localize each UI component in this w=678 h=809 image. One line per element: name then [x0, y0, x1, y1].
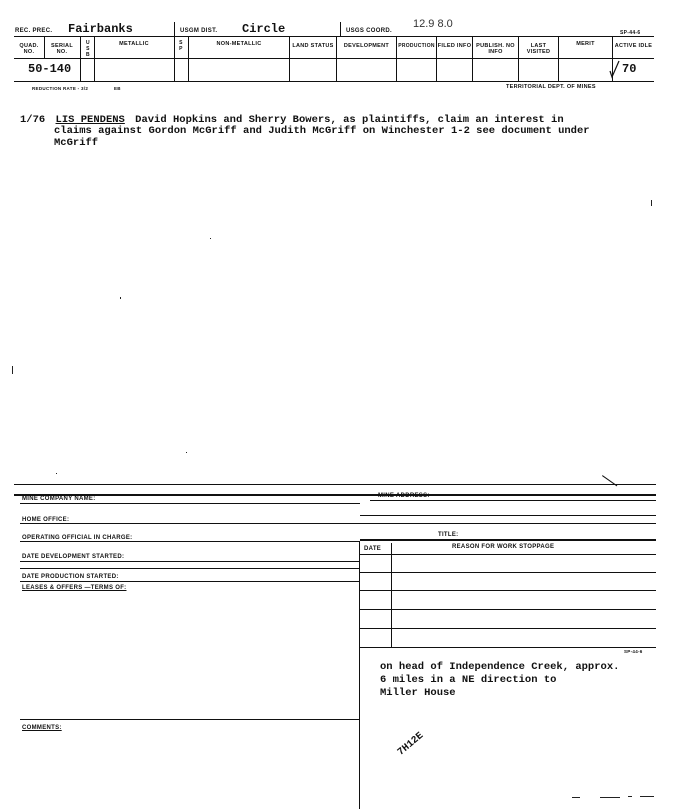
stoppage-date-header: DATE — [364, 546, 382, 552]
date-development-label: DATE DEVELOPMENT STARTED: — [22, 554, 125, 560]
title-label: TITLE: — [438, 532, 459, 538]
form-top-rule — [14, 484, 656, 485]
comments-label: COMMENTS: — [22, 725, 62, 731]
rec-prec-value: Fairbanks — [68, 22, 133, 36]
col-development: DEVELOPMENT — [343, 43, 390, 49]
form-number-2: SP-44-6 — [624, 649, 643, 654]
entry-title: LIS PENDENS — [55, 114, 125, 126]
scan-speck — [186, 452, 187, 453]
scan-speck — [640, 796, 654, 797]
location-line-2: 6 miles in a NE direction to — [380, 674, 557, 686]
top-divider-1 — [174, 22, 175, 36]
leases-offers-label: LEASES & OFFERS —TERMS OF: — [22, 585, 127, 591]
home-office-label: HOME OFFICE: — [22, 517, 70, 523]
address-second-line — [360, 515, 656, 516]
operating-official-field — [20, 541, 360, 542]
stoppage-reason-header: REASON FOR WORK STOPPAGE — [452, 544, 555, 550]
col-merit: MERIT — [576, 41, 595, 47]
col-land-status: LAND STATUS — [292, 43, 334, 49]
col-divider-serial — [80, 36, 81, 81]
mine-address-label: MINE ADDRESS: — [378, 493, 430, 499]
entry-text-3: McGriff — [54, 137, 99, 149]
scan-speck — [210, 238, 211, 239]
date-development-field-2 — [20, 568, 359, 569]
mine-address-field — [370, 500, 656, 501]
scan-speck — [628, 796, 632, 797]
col-divider-metallic — [174, 36, 175, 81]
usgs-coord-value: 12.9 8.0 — [413, 18, 453, 30]
header-bottom-rule — [14, 81, 654, 82]
col-sp: S P — [179, 40, 183, 52]
location-note — [380, 661, 619, 700]
col-filed-info: FILED INFO — [437, 43, 472, 49]
col-production: PRODUCTION — [398, 43, 435, 49]
usgm-dist-value: Circle — [242, 22, 286, 36]
quad-serial-value: 50-140 — [28, 62, 72, 76]
col-last-visited: LAST VISITED — [526, 43, 551, 55]
entry-date: 1/76 — [20, 114, 46, 126]
initials-note: EB — [114, 86, 121, 91]
col-active-idle: ACTIVE IDLE — [614, 43, 653, 49]
scan-speck — [600, 797, 620, 798]
scan-speck — [651, 200, 652, 206]
scan-speck — [56, 473, 57, 474]
stoppage-row-rule-4 — [359, 609, 656, 610]
usgs-coord-label: USGS COORD. — [346, 28, 392, 34]
col-metallic: METALLIC — [119, 41, 149, 47]
entry-text-2: claims against Gordon McGriff and Judith McGriff on Winchester 1-2 see document under — [54, 125, 590, 137]
location-line-1: on head of Independence Creek, approx. — [380, 661, 620, 673]
stoppage-row-rule-6 — [359, 647, 656, 648]
form-center-divider — [359, 541, 360, 809]
title-field — [360, 539, 656, 541]
reduction-note: REDUCTION RATE - 3/2 — [32, 86, 89, 91]
col-usb: U S B — [86, 40, 90, 58]
date-development-field — [20, 561, 359, 562]
date-production-label: DATE PRODUCTION STARTED: — [22, 574, 119, 580]
col-quad-no: QUAD. NO. — [19, 43, 39, 55]
scan-speck — [120, 297, 121, 299]
col-publish-info: PUBLISH. NO INFO — [476, 43, 515, 55]
home-office-field — [20, 523, 656, 524]
comments-top-rule — [20, 719, 359, 720]
col-non-metallic: NON-METALLIC — [216, 41, 262, 47]
col-serial-no: SERIAL NO. — [51, 43, 73, 55]
stoppage-row-rule-5 — [359, 628, 656, 629]
stoppage-row-rule-2 — [359, 572, 656, 573]
rec-prec-label: REC. PREC. — [15, 28, 53, 34]
stoppage-date-divider — [391, 543, 392, 647]
mine-company-name-label: MINE COMPANY NAME: — [22, 496, 96, 502]
active-idle-value: 70 — [622, 62, 637, 76]
check-mark-icon — [608, 60, 622, 80]
stoppage-row-rule-3 — [359, 590, 656, 591]
mine-company-name-field — [20, 503, 360, 504]
form-top-rule-thick — [14, 494, 656, 496]
territorial-dept: TERRITORIAL DEPT. OF MINES — [506, 84, 596, 90]
scan-speck — [12, 366, 13, 374]
location-line-3: Miller House — [380, 687, 456, 699]
entry-text-1: David Hopkins and Sherry Bowers, as plaintiffs, claim an interest in — [135, 114, 564, 126]
date-production-field — [20, 581, 359, 582]
form-number: SP-44-6 — [620, 30, 641, 36]
operating-official-label: OPERATING OFFICIAL IN CHARGE: — [22, 535, 133, 541]
scan-speck — [572, 797, 580, 798]
top-divider-2 — [340, 22, 341, 36]
stamp-mark: 7H12E — [396, 730, 427, 759]
stoppage-row-rule-1 — [359, 554, 656, 555]
usgm-dist-label: USGM DIST. — [180, 28, 218, 34]
